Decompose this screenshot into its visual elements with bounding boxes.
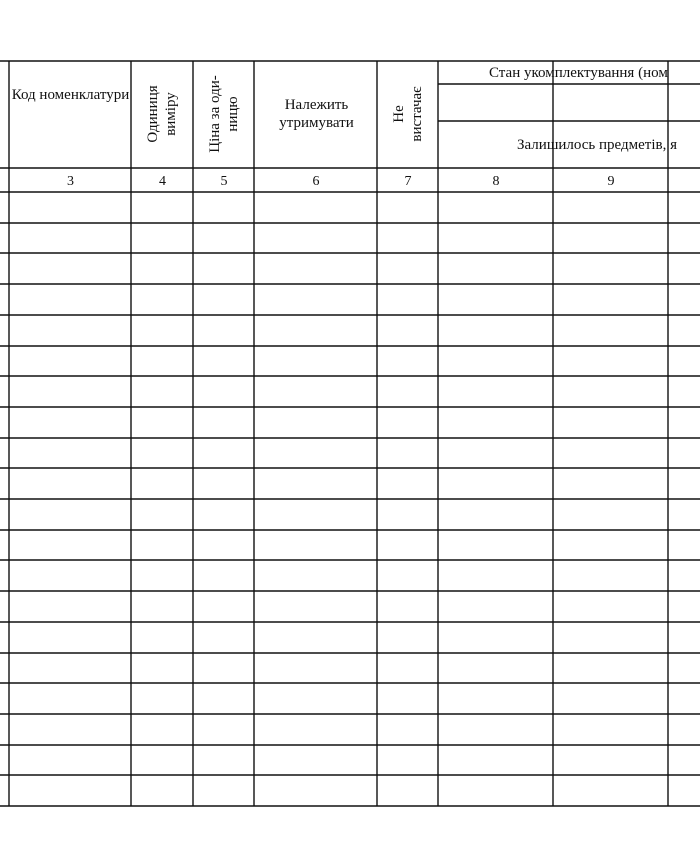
table-cell[interactable] xyxy=(10,592,130,621)
table-cell[interactable] xyxy=(10,254,130,283)
table-cell[interactable] xyxy=(554,377,667,406)
table-cell[interactable] xyxy=(439,224,552,253)
table-cell[interactable] xyxy=(10,776,130,805)
table-cell[interactable] xyxy=(554,285,667,314)
table-cell[interactable] xyxy=(439,193,552,222)
table-cell[interactable] xyxy=(255,377,376,406)
table-cell[interactable] xyxy=(439,347,552,376)
table-cell[interactable] xyxy=(255,531,376,560)
table-cell[interactable] xyxy=(439,561,552,590)
table-cell[interactable] xyxy=(378,316,437,345)
column-number-4: 4 xyxy=(159,174,166,189)
column-number-7: 7 xyxy=(404,174,412,189)
column-number-9: 9 xyxy=(607,174,615,189)
table-cell[interactable] xyxy=(132,224,192,253)
table-cell[interactable] xyxy=(194,746,253,775)
table-cell[interactable] xyxy=(10,684,130,713)
table-cell[interactable] xyxy=(194,592,253,621)
table-cell[interactable] xyxy=(669,316,699,345)
table-cell[interactable] xyxy=(439,776,552,805)
table-cell[interactable] xyxy=(132,377,192,406)
table-cell[interactable] xyxy=(554,531,667,560)
table-cell[interactable] xyxy=(439,439,552,468)
table-cell[interactable] xyxy=(10,347,130,376)
table-cell[interactable] xyxy=(255,746,376,775)
table-cell[interactable] xyxy=(554,654,667,683)
table-cell[interactable] xyxy=(10,224,130,253)
table-cell[interactable] xyxy=(669,254,699,283)
table-cell[interactable] xyxy=(194,377,253,406)
table-cell[interactable] xyxy=(669,224,699,253)
table-cell[interactable] xyxy=(255,500,376,529)
table-cell[interactable] xyxy=(255,347,376,376)
table-cell[interactable] xyxy=(554,347,667,376)
table-cell[interactable] xyxy=(378,347,437,376)
table-cell[interactable] xyxy=(132,561,192,590)
table-cell[interactable] xyxy=(10,316,130,345)
table-cell[interactable] xyxy=(10,654,130,683)
table-cell[interactable] xyxy=(255,224,376,253)
table-cell[interactable] xyxy=(132,776,192,805)
table-cell[interactable] xyxy=(132,439,192,468)
column-number-5: 5 xyxy=(220,174,228,189)
table-cell[interactable] xyxy=(378,439,437,468)
table-cell[interactable] xyxy=(194,408,253,437)
table-cell[interactable] xyxy=(439,254,552,283)
table-cell[interactable] xyxy=(669,408,699,437)
table-cell[interactable] xyxy=(669,592,699,621)
table-cell[interactable] xyxy=(669,776,699,805)
table-cell[interactable] xyxy=(132,285,192,314)
table-cell[interactable] xyxy=(439,285,552,314)
table-cell[interactable] xyxy=(669,347,699,376)
header-missing: Не вистачає xyxy=(391,86,425,142)
table-cell[interactable] xyxy=(194,224,253,253)
table-cell[interactable] xyxy=(439,654,552,683)
table-cell[interactable] xyxy=(10,715,130,744)
table-cell[interactable] xyxy=(10,408,130,437)
table-cell[interactable] xyxy=(669,193,699,222)
table-cell[interactable] xyxy=(255,408,376,437)
table-cell[interactable] xyxy=(194,439,253,468)
table-cell[interactable] xyxy=(255,439,376,468)
table-cell[interactable] xyxy=(194,654,253,683)
table-cell[interactable] xyxy=(554,500,667,529)
table-cell[interactable] xyxy=(378,408,437,437)
table-cell[interactable] xyxy=(378,500,437,529)
table-cell[interactable] xyxy=(194,776,253,805)
table-cell[interactable] xyxy=(439,746,552,775)
table-cell[interactable] xyxy=(378,654,437,683)
table-cell[interactable] xyxy=(554,193,667,222)
table-cell[interactable] xyxy=(378,531,437,560)
table-cell[interactable] xyxy=(194,347,253,376)
header-nomenclature-code: Код номенклатури xyxy=(11,87,130,103)
table-cell[interactable] xyxy=(669,377,699,406)
table-cell[interactable] xyxy=(669,285,699,314)
table-cell[interactable] xyxy=(378,561,437,590)
table-cell[interactable] xyxy=(194,623,253,652)
table-cell[interactable] xyxy=(255,469,376,498)
table-cell[interactable] xyxy=(10,439,130,468)
table-cell[interactable] xyxy=(439,715,552,744)
column-number-3: 3 xyxy=(67,174,74,189)
column-number-6: 6 xyxy=(312,174,320,189)
table-cell[interactable] xyxy=(554,715,667,744)
table-cell[interactable] xyxy=(378,592,437,621)
table-cell[interactable] xyxy=(10,285,130,314)
table-cell[interactable] xyxy=(255,623,376,652)
table-cell[interactable] xyxy=(255,193,376,222)
table-cell[interactable] xyxy=(194,193,253,222)
table-cell[interactable] xyxy=(439,592,552,621)
table-cell[interactable] xyxy=(132,254,192,283)
table-cell[interactable] xyxy=(554,254,667,283)
table-cell[interactable] xyxy=(378,285,437,314)
table-cell[interactable] xyxy=(378,377,437,406)
table-cell[interactable] xyxy=(132,654,192,683)
table-cell[interactable] xyxy=(132,316,192,345)
table-cell[interactable] xyxy=(194,469,253,498)
table-cell[interactable] xyxy=(255,715,376,744)
table-cell[interactable] xyxy=(10,623,130,652)
table-cell[interactable] xyxy=(194,254,253,283)
table-cell[interactable] xyxy=(378,776,437,805)
table-cell[interactable] xyxy=(378,469,437,498)
table-cell[interactable] xyxy=(439,531,552,560)
table-cell[interactable] xyxy=(132,347,192,376)
table-cell[interactable] xyxy=(554,561,667,590)
table-cell[interactable] xyxy=(439,408,552,437)
table-cell[interactable] xyxy=(132,500,192,529)
table-cell[interactable] xyxy=(554,224,667,253)
header-completeness-status: Стан укомплектування (ном xyxy=(489,65,668,81)
table-cell[interactable] xyxy=(132,408,192,437)
table-cell[interactable] xyxy=(439,623,552,652)
table-cell[interactable] xyxy=(378,623,437,652)
table-cell[interactable] xyxy=(132,531,192,560)
table-cell[interactable] xyxy=(439,500,552,529)
table-cell[interactable] xyxy=(439,684,552,713)
table-cell[interactable] xyxy=(194,684,253,713)
header-unit-of-measure: Одиниця виміру xyxy=(145,85,179,143)
table-cell[interactable] xyxy=(378,684,437,713)
table-cell[interactable] xyxy=(669,684,699,713)
table-cell[interactable] xyxy=(554,469,667,498)
table-cell[interactable] xyxy=(255,684,376,713)
table-cell[interactable] xyxy=(669,746,699,775)
table-cell[interactable] xyxy=(132,193,192,222)
header-items-remaining: Залишилось предметів, я xyxy=(517,137,677,153)
table-cell[interactable] xyxy=(10,746,130,775)
table-cell[interactable] xyxy=(554,684,667,713)
table-cell[interactable] xyxy=(669,561,699,590)
table-cell[interactable] xyxy=(378,254,437,283)
table-cell[interactable] xyxy=(554,316,667,345)
table-cell[interactable] xyxy=(194,531,253,560)
table-cell[interactable] xyxy=(669,531,699,560)
column-number-8: 8 xyxy=(492,174,500,189)
table-cell[interactable] xyxy=(378,193,437,222)
table-cell[interactable] xyxy=(194,316,253,345)
table-cell[interactable] xyxy=(132,623,192,652)
table-cell[interactable] xyxy=(255,254,376,283)
table-cell[interactable] xyxy=(10,193,130,222)
table-cell[interactable] xyxy=(10,377,130,406)
table-cell[interactable] xyxy=(132,684,192,713)
table-cell[interactable] xyxy=(669,654,699,683)
table-cell[interactable] xyxy=(669,715,699,744)
table-cell[interactable] xyxy=(439,316,552,345)
table-cell[interactable] xyxy=(439,469,552,498)
table-cell[interactable] xyxy=(669,500,699,529)
table-cell[interactable] xyxy=(439,377,552,406)
header-to-withhold: Належить утримувати xyxy=(279,97,354,131)
table-cell[interactable] xyxy=(255,316,376,345)
table-cell[interactable] xyxy=(669,469,699,498)
table-cell[interactable] xyxy=(194,715,253,744)
table-cell[interactable] xyxy=(132,592,192,621)
table-cell[interactable] xyxy=(255,654,376,683)
table-cell[interactable] xyxy=(10,469,130,498)
table-cell[interactable] xyxy=(554,408,667,437)
table-cell[interactable] xyxy=(554,623,667,652)
table-cell[interactable] xyxy=(378,715,437,744)
table-cell[interactable] xyxy=(378,746,437,775)
table-cell[interactable] xyxy=(669,623,699,652)
table-cell[interactable] xyxy=(10,531,130,560)
table-cell[interactable] xyxy=(10,561,130,590)
table-cell[interactable] xyxy=(194,285,253,314)
table-cell[interactable] xyxy=(255,776,376,805)
header-price-per-unit: Ціна за оди- ницю xyxy=(207,75,241,153)
table-cell[interactable] xyxy=(378,224,437,253)
table-cell[interactable] xyxy=(554,439,667,468)
table-cell[interactable] xyxy=(132,469,192,498)
table-cell[interactable] xyxy=(10,500,130,529)
table-cell[interactable] xyxy=(554,776,667,805)
table-cell[interactable] xyxy=(669,439,699,468)
table-cell[interactable] xyxy=(194,500,253,529)
table-cell[interactable] xyxy=(255,285,376,314)
table-cell[interactable] xyxy=(554,592,667,621)
table-cell[interactable] xyxy=(554,746,667,775)
table-cell[interactable] xyxy=(255,561,376,590)
table-cell[interactable] xyxy=(132,746,192,775)
table-cell[interactable] xyxy=(255,592,376,621)
table-cell[interactable] xyxy=(194,561,253,590)
table-cell[interactable] xyxy=(132,715,192,744)
